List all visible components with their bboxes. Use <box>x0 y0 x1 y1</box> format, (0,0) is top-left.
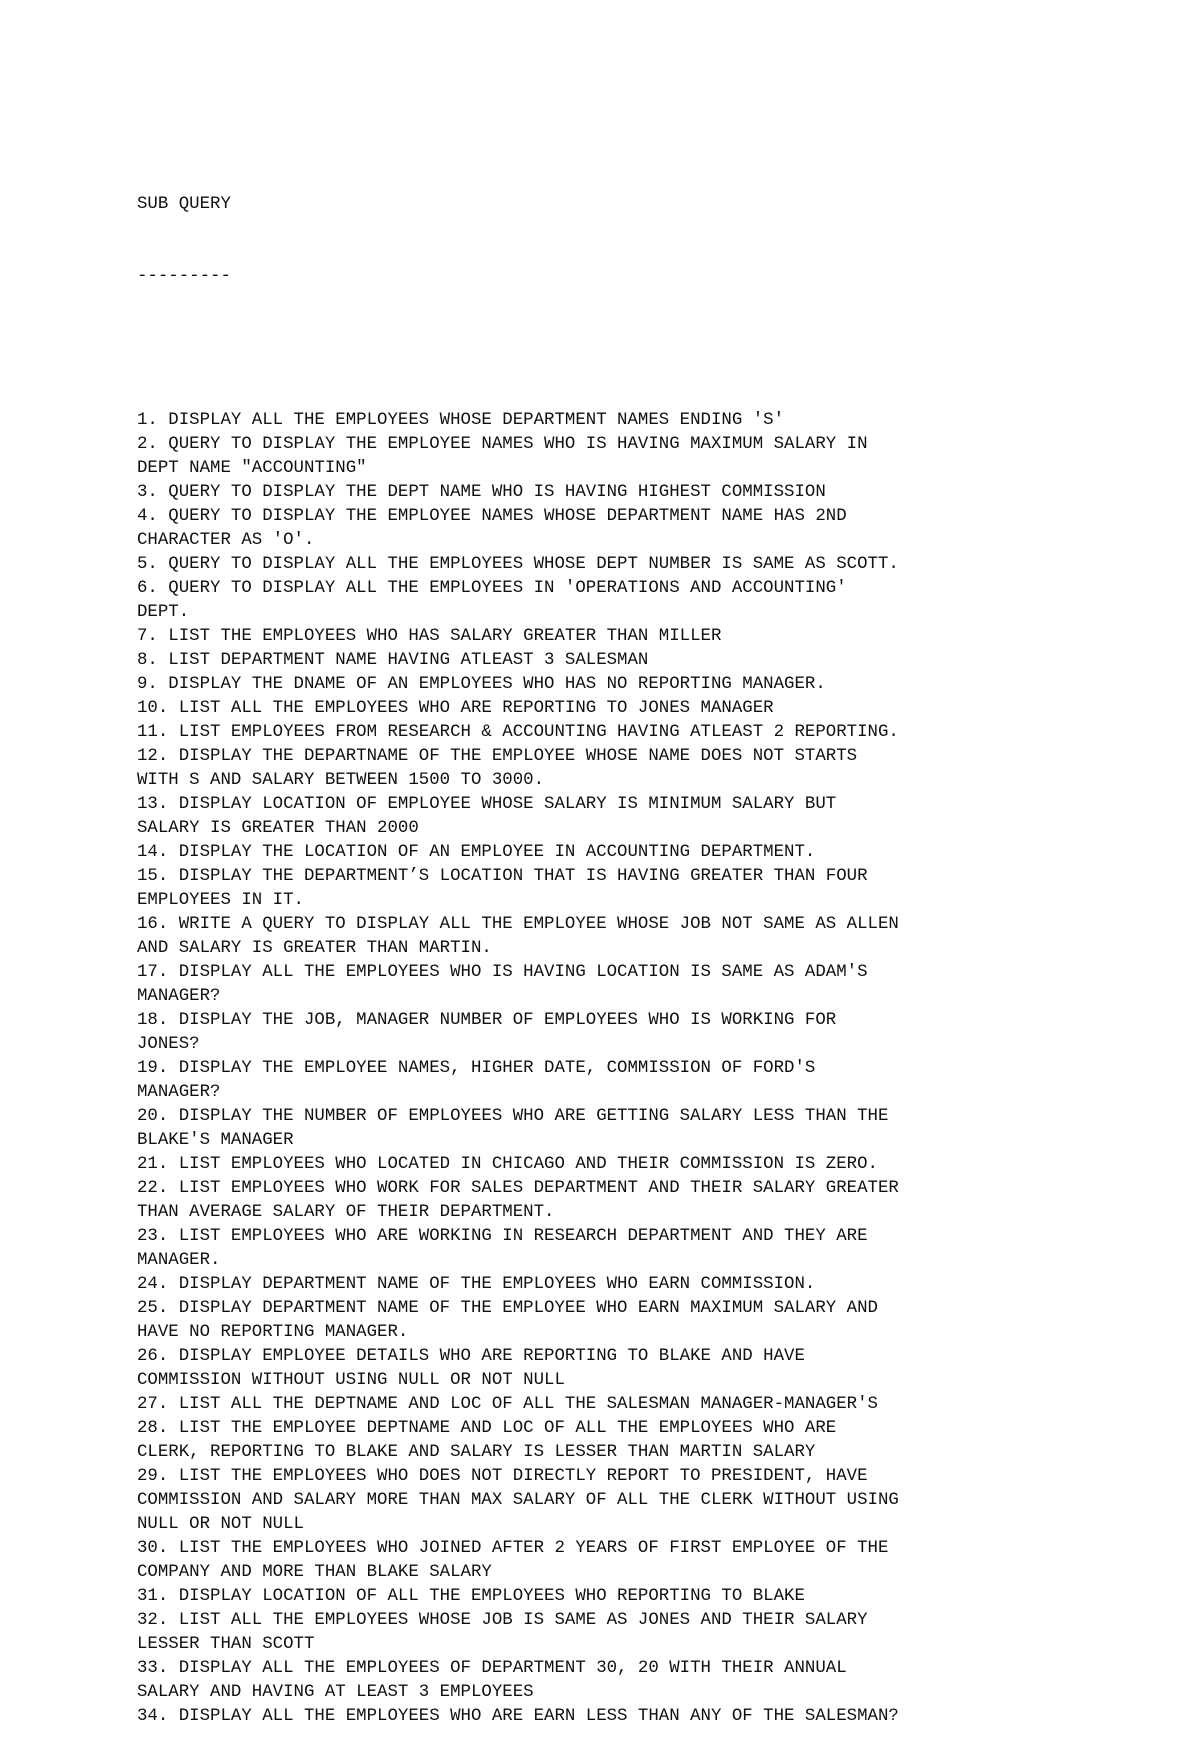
question-line: THAN AVERAGE SALARY OF THEIR DEPARTMENT. <box>137 1203 555 1222</box>
question-line: 27. LIST ALL THE DEPTNAME AND LOC OF ALL THE SALESMAN MANAGER-MANAGER'S <box>137 1395 878 1414</box>
question-line: 22. LIST EMPLOYEES WHO WORK FOR SALES DEPARTMENT AND THEIR SALARY GREATER <box>137 1179 899 1198</box>
heading-underline: --------- <box>137 267 231 286</box>
question-line: MANAGER? <box>137 1083 221 1102</box>
question-line: DEPT NAME "ACCOUNTING" <box>137 459 367 478</box>
question-line: 19. DISPLAY THE EMPLOYEE NAMES, HIGHER DATE, COMMISSION OF FORD'S <box>137 1059 816 1078</box>
question-line: MANAGER? <box>137 987 221 1006</box>
document-heading: SUB QUERY <box>137 195 231 214</box>
question-line: 16. WRITE A QUERY TO DISPLAY ALL THE EMPLOYEE WHOSE JOB NOT SAME AS ALLEN <box>137 915 899 934</box>
question-line: 8. LIST DEPARTMENT NAME HAVING ATLEAST 3 SALESMAN <box>137 651 649 670</box>
question-line: EMPLOYEES IN IT. <box>137 891 304 910</box>
question-line: 10. LIST ALL THE EMPLOYEES WHO ARE REPORTING TO JONES MANAGER <box>137 699 774 718</box>
question-line: 13. DISPLAY LOCATION OF EMPLOYEE WHOSE SALARY IS MINIMUM SALARY BUT <box>137 795 837 814</box>
question-line: COMMISSION AND SALARY MORE THAN MAX SALARY OF ALL THE CLERK WITHOUT USING <box>137 1491 899 1510</box>
question-line: 31. DISPLAY LOCATION OF ALL THE EMPLOYEES WHO REPORTING TO BLAKE <box>137 1587 805 1606</box>
question-line: 26. DISPLAY EMPLOYEE DETAILS WHO ARE REPORTING TO BLAKE AND HAVE <box>137 1347 805 1366</box>
question-line: WITH S AND SALARY BETWEEN 1500 TO 3000. <box>137 771 545 790</box>
question-line: 15. DISPLAY THE DEPARTMENT’S LOCATION THAT IS HAVING GREATER THAN FOUR <box>137 867 868 886</box>
question-line: 32. LIST ALL THE EMPLOYEES WHOSE JOB IS SAME AS JONES AND THEIR SALARY <box>137 1611 868 1630</box>
question-line: 14. DISPLAY THE LOCATION OF AN EMPLOYEE IN ACCOUNTING DEPARTMENT. <box>137 843 816 862</box>
question-line: BLAKE'S MANAGER <box>137 1131 294 1150</box>
question-line: 5. QUERY TO DISPLAY ALL THE EMPLOYEES WHOSE DEPT NUMBER IS SAME AS SCOTT. <box>137 555 899 574</box>
question-line: 7. LIST THE EMPLOYEES WHO HAS SALARY GREATER THAN MILLER <box>137 627 722 646</box>
question-line: 33. DISPLAY ALL THE EMPLOYEES OF DEPARTMENT 30, 20 WITH THEIR ANNUAL <box>137 1659 847 1678</box>
question-line: 6. QUERY TO DISPLAY ALL THE EMPLOYEES IN 'OPERATIONS AND ACCOUNTING' <box>137 579 847 598</box>
question-line: COMMISSION WITHOUT USING NULL OR NOT NULL <box>137 1371 565 1390</box>
question-line: HAVE NO REPORTING MANAGER. <box>137 1323 409 1342</box>
blank-line <box>137 337 1137 361</box>
question-line: CLERK, REPORTING TO BLAKE AND SALARY IS LESSER THAN MARTIN SALARY <box>137 1443 816 1462</box>
question-line: 20. DISPLAY THE NUMBER OF EMPLOYEES WHO ARE GETTING SALARY LESS THAN THE <box>137 1107 889 1126</box>
question-line: 17. DISPLAY ALL THE EMPLOYEES WHO IS HAVING LOCATION IS SAME AS ADAM'S <box>137 963 868 982</box>
question-line: 34. DISPLAY ALL THE EMPLOYEES WHO ARE EARN LESS THAN ANY OF THE SALESMAN? <box>137 1707 899 1726</box>
question-line: 23. LIST EMPLOYEES WHO ARE WORKING IN RESEARCH DEPARTMENT AND THEY ARE <box>137 1227 868 1246</box>
question-line: 30. LIST THE EMPLOYEES WHO JOINED AFTER 2 YEARS OF FIRST EMPLOYEE OF THE <box>137 1539 889 1558</box>
question-line: SALARY AND HAVING AT LEAST 3 EMPLOYEES <box>137 1683 534 1702</box>
document-page <box>137 145 1137 1753</box>
question-line: LESSER THAN SCOTT <box>137 1635 315 1654</box>
question-line: 28. LIST THE EMPLOYEE DEPTNAME AND LOC OF ALL THE EMPLOYEES WHO ARE <box>137 1419 837 1438</box>
question-line: AND SALARY IS GREATER THAN MARTIN. <box>137 939 492 958</box>
question-line: DEPT. <box>137 603 190 622</box>
question-line: 4. QUERY TO DISPLAY THE EMPLOYEE NAMES WHOSE DEPARTMENT NAME HAS 2ND <box>137 507 847 526</box>
question-line: 11. LIST EMPLOYEES FROM RESEARCH & ACCOUNTING HAVING ATLEAST 2 REPORTING. <box>137 723 899 742</box>
question-line: SALARY IS GREATER THAN 2000 <box>137 819 419 838</box>
question-line: 18. DISPLAY THE JOB, MANAGER NUMBER OF EMPLOYEES WHO IS WORKING FOR <box>137 1011 837 1030</box>
question-line: 1. DISPLAY ALL THE EMPLOYEES WHOSE DEPARTMENT NAMES ENDING 'S' <box>137 411 785 430</box>
question-line: 29. LIST THE EMPLOYEES WHO DOES NOT DIRECTLY REPORT TO PRESIDENT, HAVE <box>137 1467 868 1486</box>
question-line: 24. DISPLAY DEPARTMENT NAME OF THE EMPLOYEES WHO EARN COMMISSION. <box>137 1275 816 1294</box>
question-line: COMPANY AND MORE THAN BLAKE SALARY <box>137 1563 492 1582</box>
question-line: 25. DISPLAY DEPARTMENT NAME OF THE EMPLOYEE WHO EARN MAXIMUM SALARY AND <box>137 1299 878 1318</box>
question-list <box>137 409 1137 1729</box>
question-line: 2. QUERY TO DISPLAY THE EMPLOYEE NAMES WHO IS HAVING MAXIMUM SALARY IN <box>137 435 868 454</box>
question-line: MANAGER. <box>137 1251 221 1270</box>
question-line: 21. LIST EMPLOYEES WHO LOCATED IN CHICAGO AND THEIR COMMISSION IS ZERO. <box>137 1155 878 1174</box>
question-line: 12. DISPLAY THE DEPARTNAME OF THE EMPLOYEE WHOSE NAME DOES NOT STARTS <box>137 747 858 766</box>
question-line: JONES? <box>137 1035 200 1054</box>
question-line: 3. QUERY TO DISPLAY THE DEPT NAME WHO IS HAVING HIGHEST COMMISSION <box>137 483 826 502</box>
question-line: 9. DISPLAY THE DNAME OF AN EMPLOYEES WHO HAS NO REPORTING MANAGER. <box>137 675 826 694</box>
question-line: CHARACTER AS 'O'. <box>137 531 315 550</box>
question-line: NULL OR NOT NULL <box>137 1515 304 1534</box>
